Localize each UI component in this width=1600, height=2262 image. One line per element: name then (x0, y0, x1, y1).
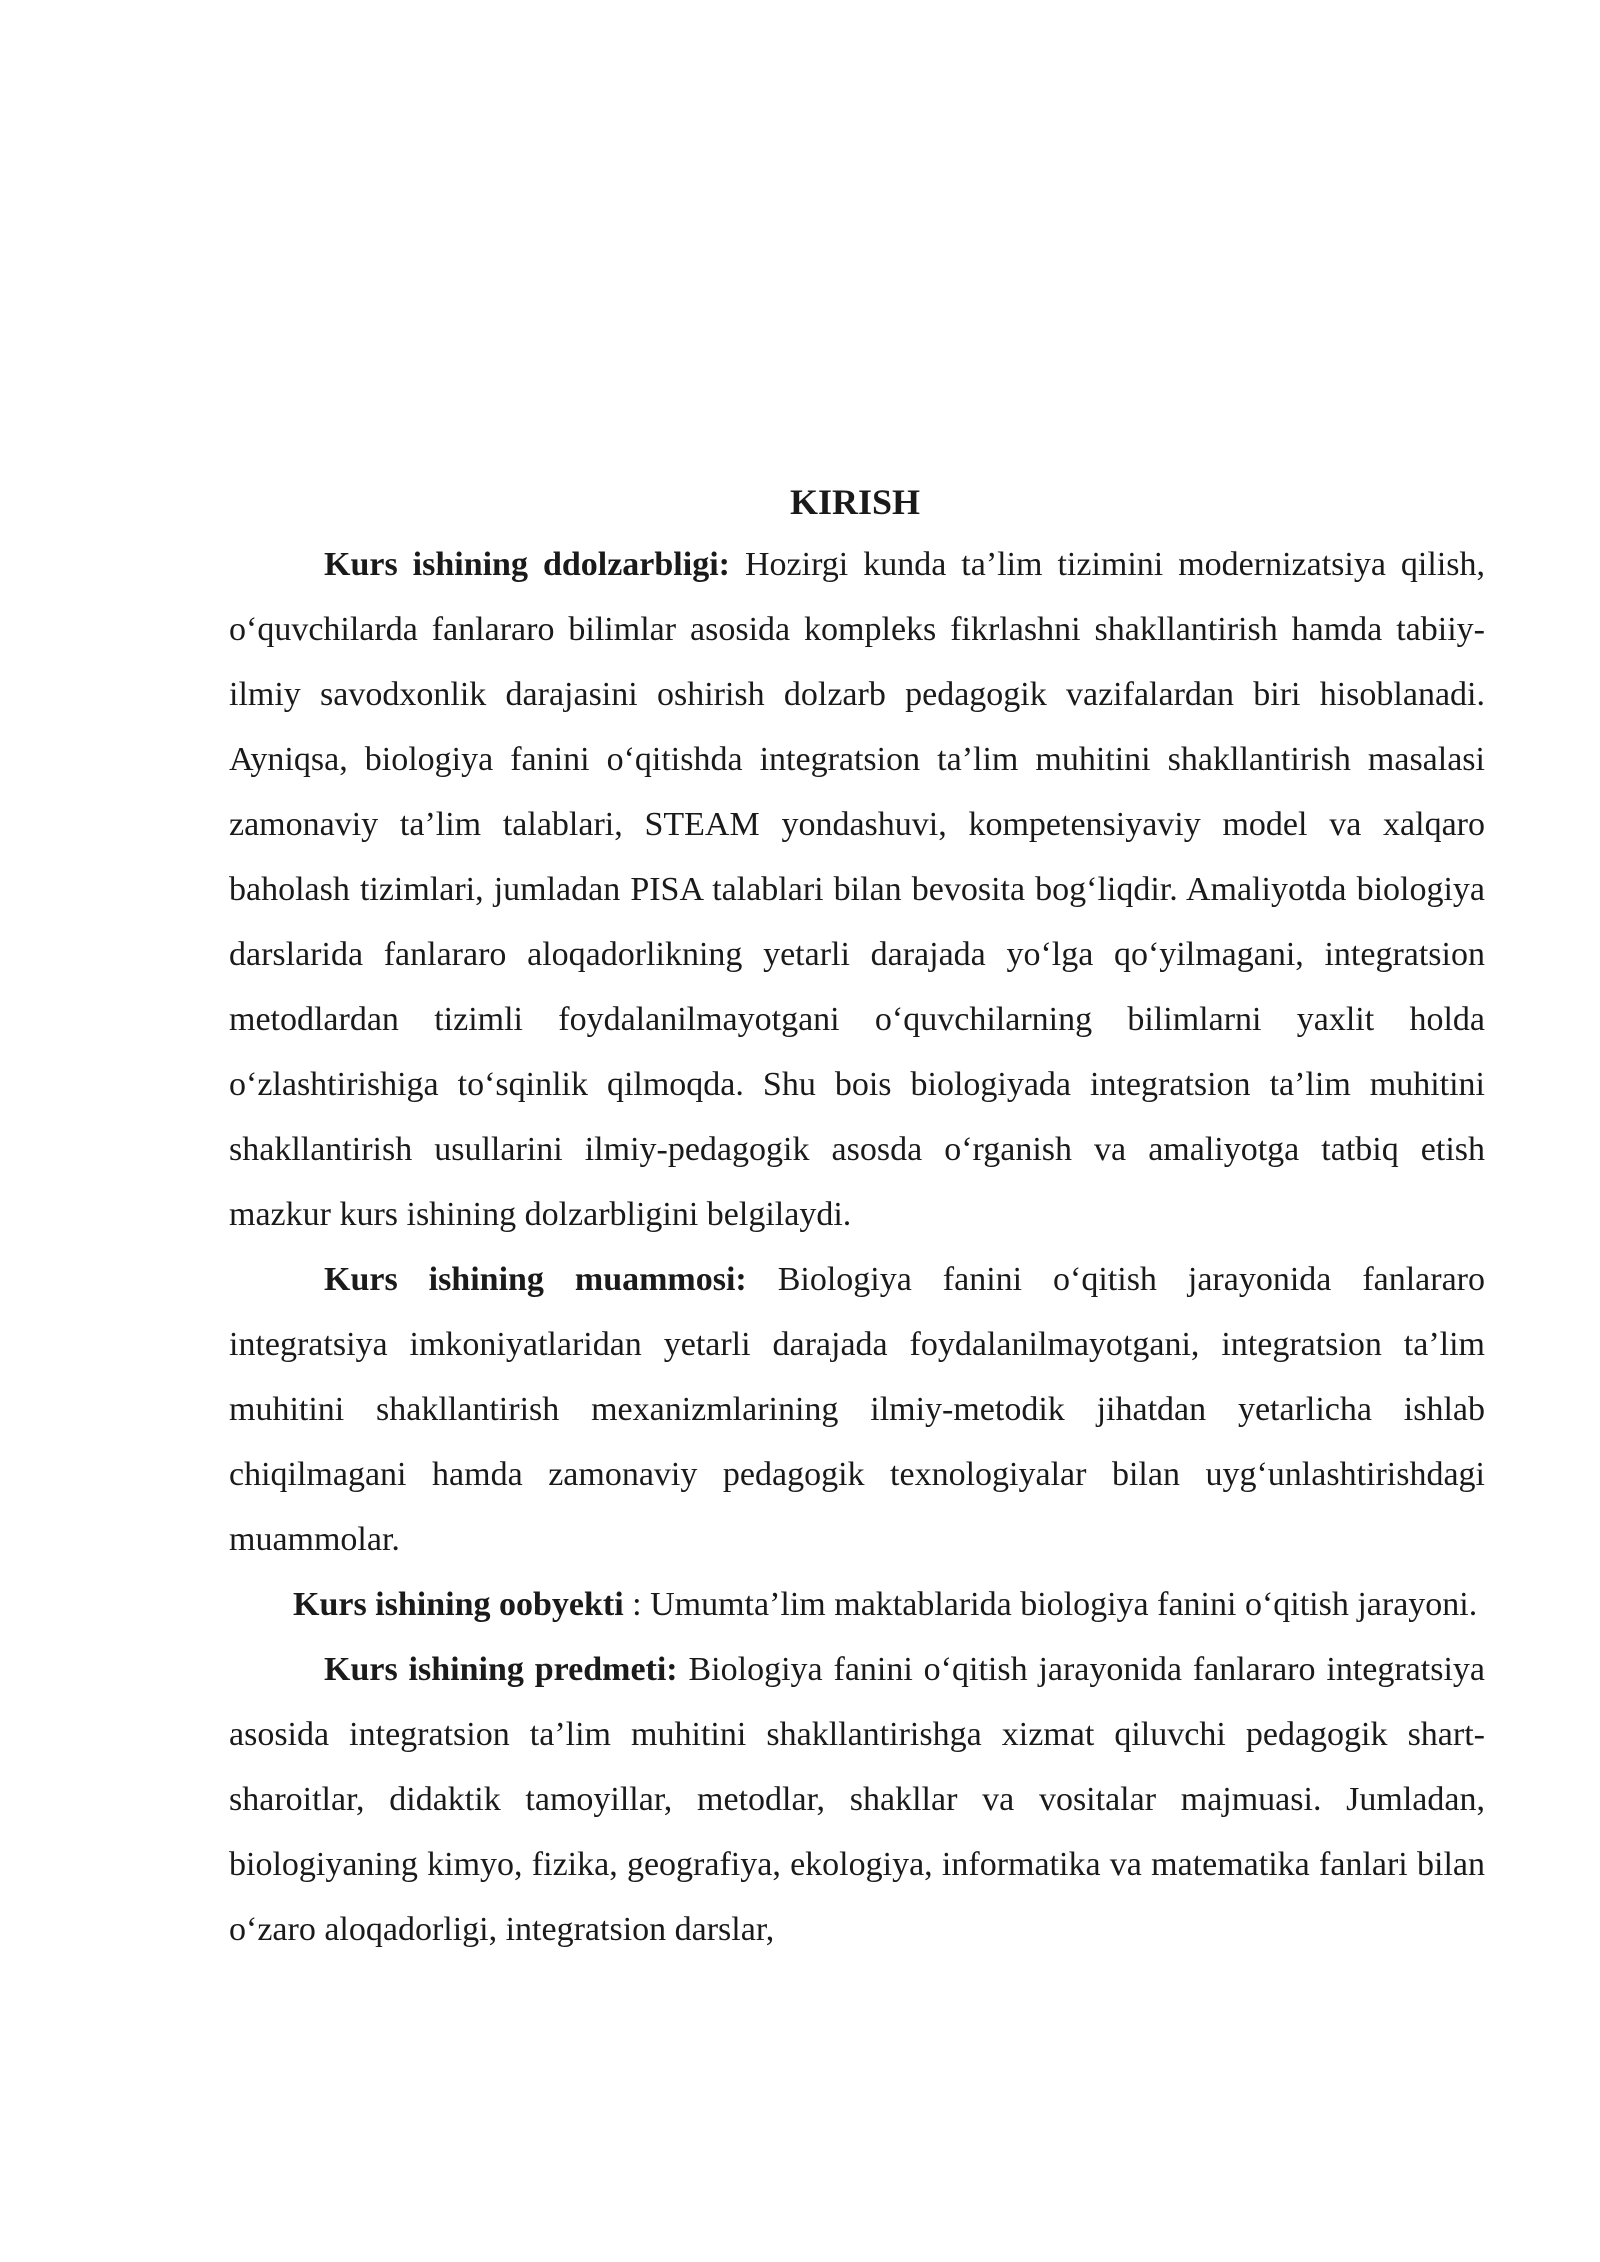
paragraph-text: : Umumta’lim maktablarida biologiya fanini o‘qitish jarayoni. (623, 1586, 1478, 1623)
paragraph-text: Biologiya fanini o‘qitish jarayonida fanlararo integratsiya asosida integratsion ta’lim muhitini shakllantirishga xizmat qiluvchi pedagogik shart-sharoitlar, didaktik tamoyillar, metodlar, shakllar va vositalar majmuasi. Jumladan, biologiyaning kimyo, fizika, geografiya, ekologiya, informatika va matematika fanlari bilan o‘zaro aloqadorligi, integratsion darslar, (229, 1651, 1485, 1948)
paragraph-object (229, 1572, 1485, 1637)
paragraph-subject (229, 1637, 1485, 1962)
paragraph-label: Kurs ishining predmeti: (324, 1651, 678, 1688)
body-text (229, 532, 1485, 1962)
paragraph-label: Kurs ishining oobyekti (293, 1586, 624, 1623)
paragraph-relevance (229, 532, 1485, 1247)
paragraph-problem (229, 1247, 1485, 1572)
paragraph-label: Kurs ishining ddolzarbligi: (324, 546, 730, 583)
paragraph-text: Hozirgi kunda ta’lim tizimini modernizatsiya qilish, o‘quvchilarda fanlararo bilimlar asosida kompleks fikrlashni shakllantirish hamda tabiiy-ilmiy savodxonlik darajasini oshirish dolzarb pedagogik vazifalardan biri hisoblanadi. Ayniqsa, biologiya fanini o‘qitishda integratsion ta’lim muhitini shakllantirish masalasi zamonaviy ta’lim talablari, STEAM yondashuvi, kompetensiyaviy model va xalqaro baholash tizimlari, jumladan PISA talablari bilan bevosita bog‘liqdir. Amaliyotda biologiya darslarida fanlararo aloqadorlikning yetarli darajada yo‘lga qo‘yilmagani, integratsion metodlardan tizimli foydalanilmayotgani o‘quvchilarning bilimlarni yaxlit holda o‘zlashtirishiga to‘sqinlik qilmoqda. Shu bois biologiyada integratsion ta’lim muhitini shakllantirish usullarini ilmiy-pedagogik asosda o‘rganish va amaliyotga tatbiq etish mazkur kurs ishining dolzarbligini belgilaydi. (229, 546, 1486, 1233)
paragraph-label: Kurs ishining muammosi: (324, 1261, 747, 1298)
section-heading: KIRISH (789, 482, 921, 522)
paragraph-text: Biologiya fanini o‘qitish jarayonida fanlararo integratsiya imkoniyatlaridan yetarli darajada foydalanilmayotgani, integratsion ta’lim muhitini shakllantirish mexanizmlarining ilmiy-metodik jihatdan yetarlicha ishlab chiqilmagani hamda zamonaviy pedagogik texnologiyalar bilan uyg‘unlashtirishdagi muammolar. (229, 1261, 1485, 1558)
